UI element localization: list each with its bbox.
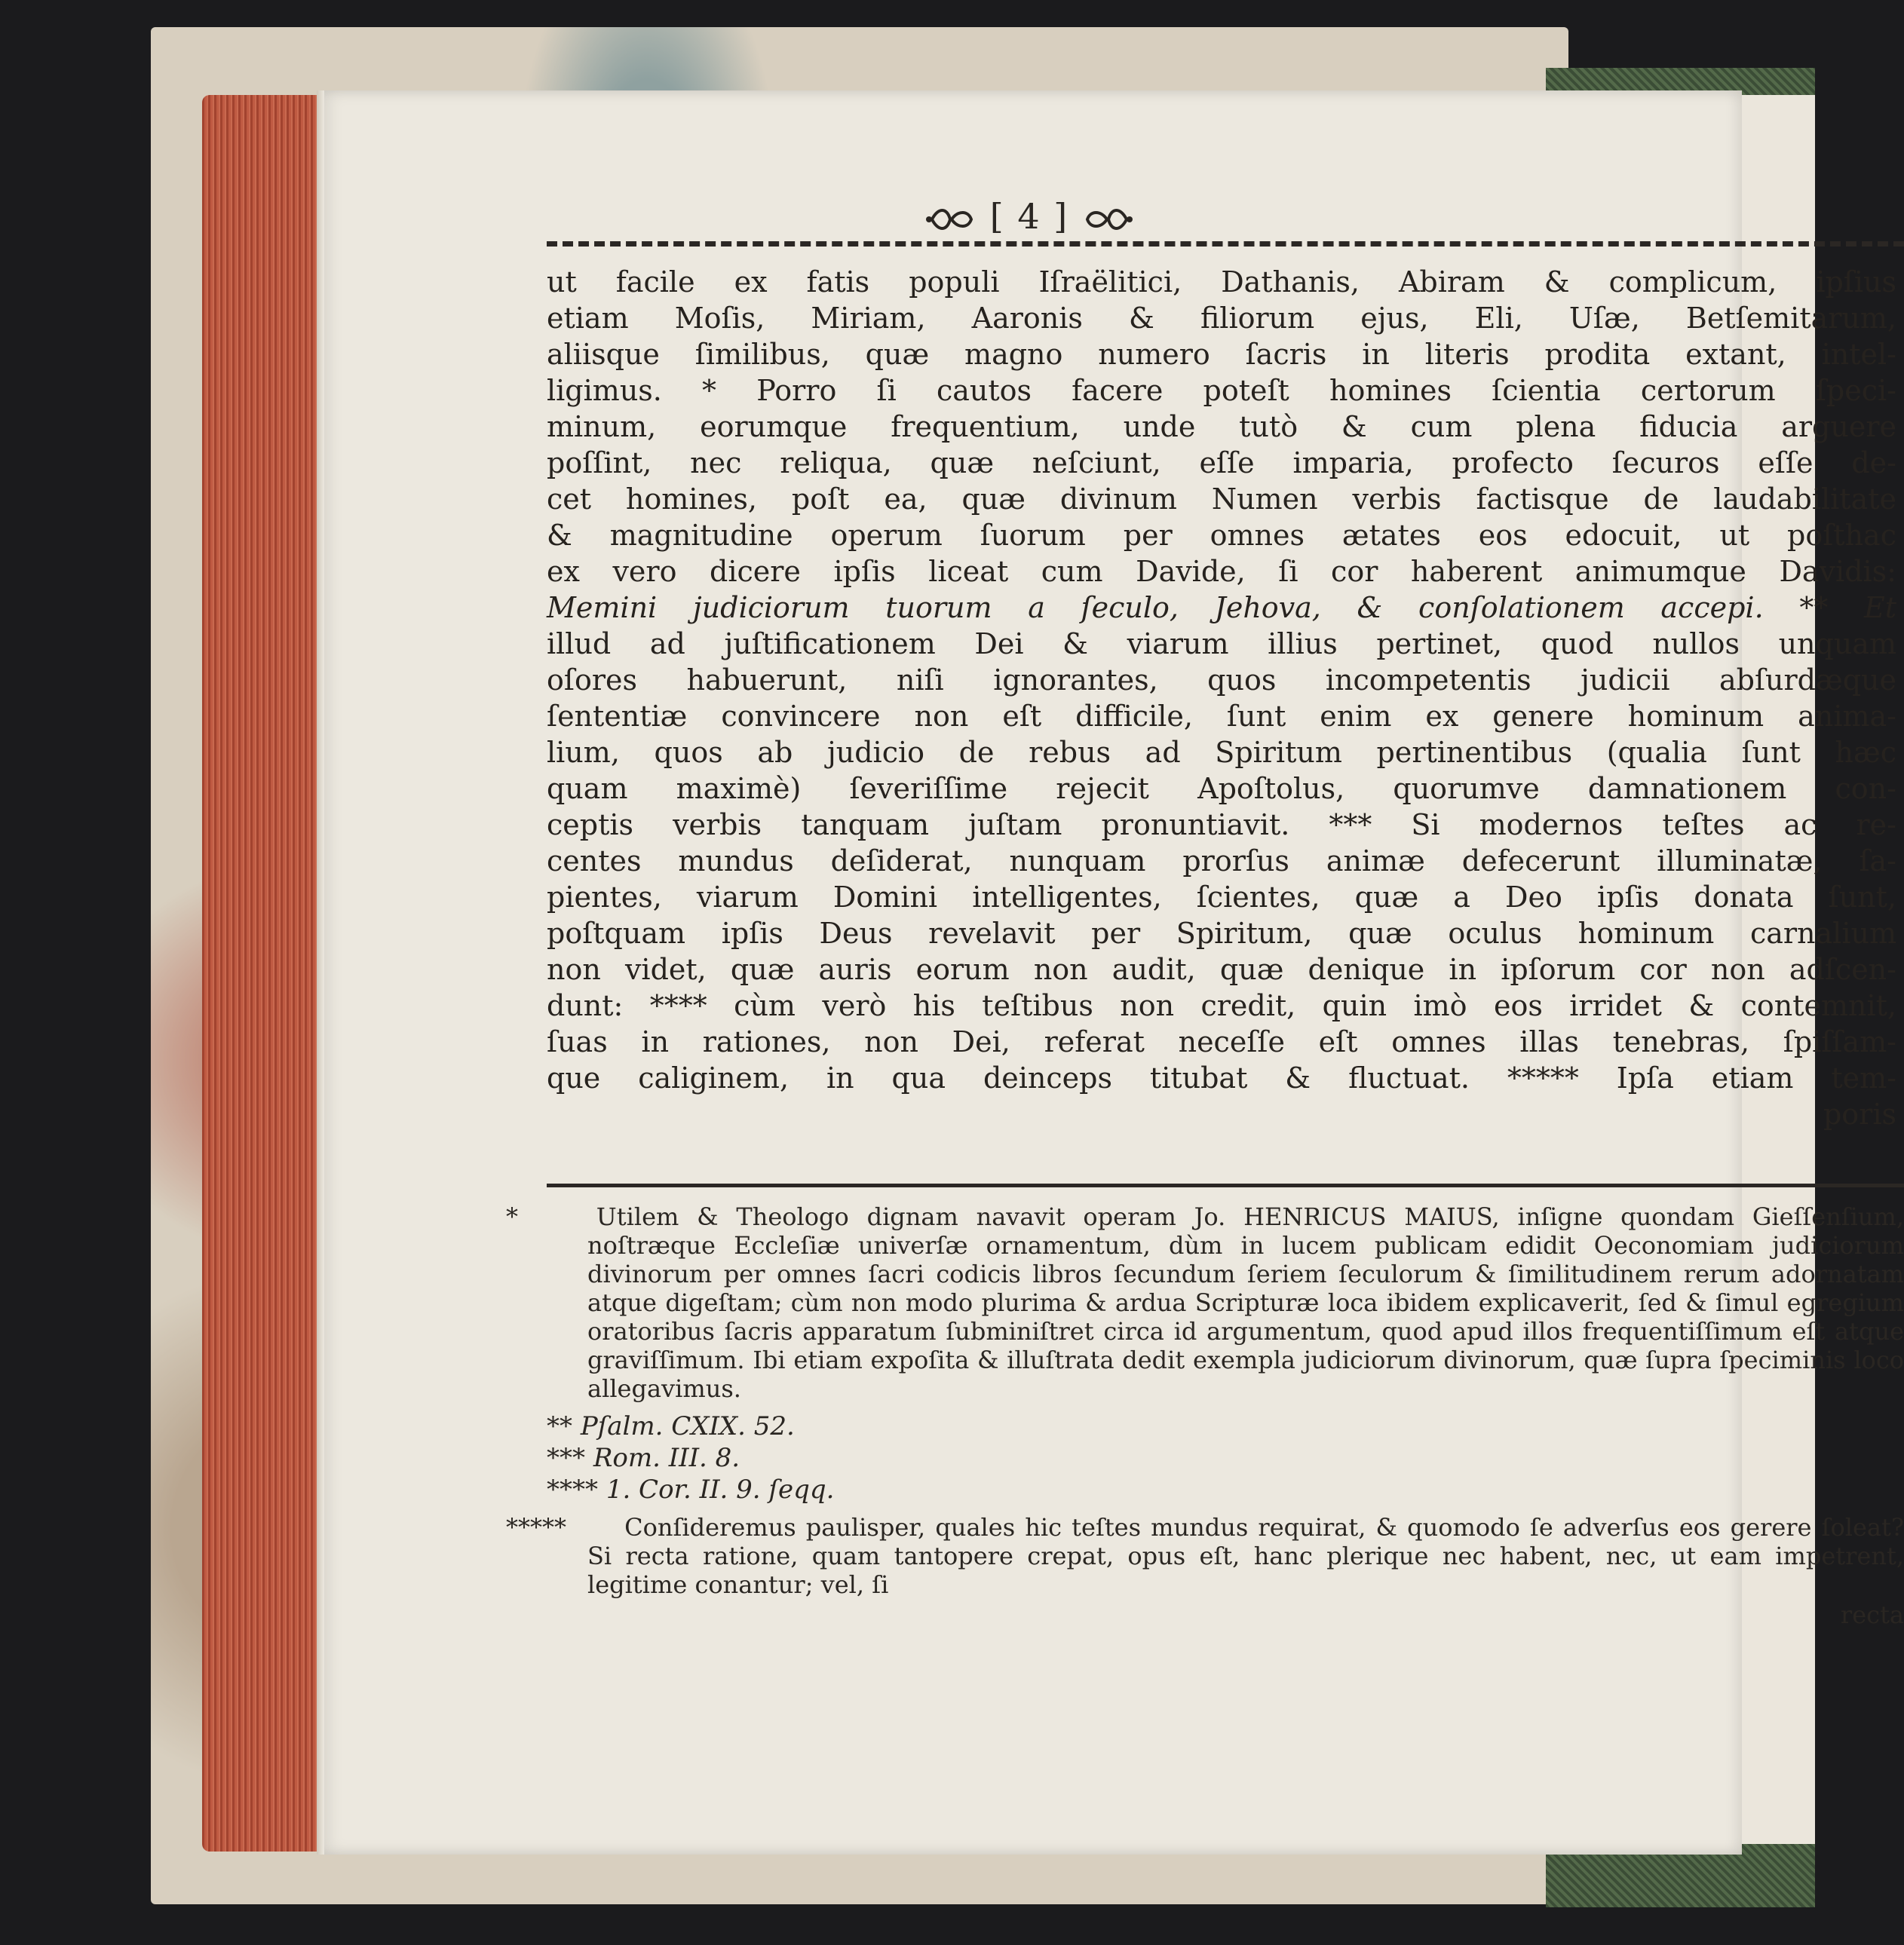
page-number: [ 4 ] bbox=[989, 196, 1069, 237]
gutter-shadow bbox=[317, 90, 324, 1855]
text-line: cet homines, poſt ea, quæ divinum Numen verbis factisque de laudabilitate bbox=[547, 482, 1896, 516]
text-line: poſtquam ipſis Deus revelavit per Spiritum, quæ oculus hominum carnalium bbox=[547, 917, 1896, 950]
main-text bbox=[547, 264, 1896, 1132]
text-line: ex vero dicere ipſis liceat cum Davide, ſi cor haberent animumque Davidis: bbox=[547, 555, 1896, 588]
text-line: minum, eorumque frequentium, unde tutò & cum plena fiducia arguere bbox=[547, 410, 1896, 443]
footnote-text: 1. Cor. II. 9. ſeqq. bbox=[606, 1475, 835, 1505]
text-line: quam maximè) ſeveriſſime rejecit Apoſtolus, quorumve damnationem con- bbox=[547, 772, 1896, 805]
footnote-mark: *** bbox=[547, 1443, 585, 1473]
text-line: que caliginem, in qua deinceps titubat & fluctuat. ***** Ipſa etiam tem- bbox=[547, 1061, 1896, 1095]
footnote-catchword: recta bbox=[1840, 1600, 1904, 1629]
footnote-rule bbox=[547, 1184, 1904, 1187]
text-line: dunt: **** cùm verò his teſtibus non credit, quin imò eos irridet & contemnit, bbox=[547, 989, 1896, 1022]
text-line: poſſint, nec reliqua, quæ neſciunt, eſſe imparia, profecto ſecuros eſſe de- bbox=[547, 446, 1896, 479]
footnote-text: Pſalm. CXIX. 52. bbox=[580, 1411, 795, 1441]
footnote-text: Rom. III. 8. bbox=[593, 1443, 740, 1473]
footnote-mark: **** bbox=[547, 1475, 598, 1505]
catchword: poris bbox=[1823, 1098, 1896, 1131]
left-ornament-icon bbox=[924, 203, 977, 236]
right-ornament-icon bbox=[1081, 203, 1134, 236]
text-line: oſores habuerunt, niſi ignorantes, quos incompetentis judicii abſurdæque bbox=[547, 663, 1896, 697]
footnotes bbox=[506, 1202, 1904, 1629]
footnote-4 bbox=[547, 1474, 1904, 1505]
text-line: ligimus. * Porro ſi cautos facere poteſt homines ſcientia certorum ſpeci- bbox=[547, 374, 1896, 407]
footnote-mark: ***** bbox=[506, 1513, 566, 1542]
page-header bbox=[317, 196, 1742, 237]
text-line: lium, quos ab judicio de rebus ad Spiritum pertinentibus (qualia ſunt hæc bbox=[547, 736, 1896, 769]
footnote-mark: * bbox=[506, 1202, 518, 1231]
text-line: aliisque ſimilibus, quæ magno numero ſacris in literis prodita extant, intel- bbox=[547, 338, 1896, 371]
text-line: ſententiæ convincere non eſt difficile, ſunt enim ex genere hominum anima- bbox=[547, 700, 1896, 733]
text-line: non videt, quæ auris eorum non audit, quæ denique in ipſorum cor non adſcen- bbox=[547, 953, 1896, 986]
footnote-2 bbox=[547, 1411, 1904, 1442]
text-line: etiam Moſis, Miriam, Aaronis & filiorum ejus, Eli, Uſæ, Betſemitarum, bbox=[547, 302, 1896, 335]
text-line: Memini judiciorum tuorum a ſeculo, Jehova, & conſolationem accepi. ** Et bbox=[547, 591, 1896, 624]
footnote-text: Utilem & Theologo dignam navavit operam Jo. HENRICUS MAIUS, inſigne quondam Gieſſenſium, noſtræque Eccleſiæ univerſæ ornamentum, dùm in lucem publicam edidit Oeconomiam judiciorum divinorum per omnes ſacri codicis libros ſecundum ſeriem ſeculorum & ſimilitudinem rerum adornatam atque digeſtam; cùm non modo plurima & ardua Scripturæ loca ibidem explicaverit, ſed & ſimul egregium oratoribus ſacris apparatum ſubminiſtret circa id argumentum, quod apud illos frequentiſſimum eſt atque graviſſimum. Ibi etiam expoſita & illuſtrata dedit exempla judiciorum divinorum, quæ ſupra ſpeciminis loco allegavimus. bbox=[587, 1202, 1904, 1403]
footnote-text: Conſideremus paulisper, quales hic teſtes mundus requirat, & quomodo ſe adverſus eos gerere ſoleat? Si recta ratione, quam tantopere crepat, opus eſt, hanc plerique nec habent, nec, ut eam impetrent, legitime conantur; vel, ſi bbox=[587, 1513, 1904, 1599]
text-line: & magnitudine operum ſuorum per omnes ætates eos edocuit, ut poſthac bbox=[547, 519, 1896, 552]
header-rule bbox=[547, 241, 1904, 247]
text-line: illud ad juſtificationem Dei & viarum illius pertinet, quod nullos unquam bbox=[547, 627, 1896, 660]
text-line: ſuas in rationes, non Dei, referat neceſſe eſt omnes illas tenebras, ſpiſſam- bbox=[547, 1025, 1896, 1058]
footnote-5 bbox=[506, 1513, 1904, 1599]
page-edges bbox=[202, 95, 323, 1852]
footnote-1 bbox=[506, 1202, 1904, 1403]
book-page bbox=[317, 90, 1904, 1855]
footnote-3 bbox=[547, 1442, 1904, 1474]
footnote-mark: ** bbox=[547, 1411, 572, 1441]
text-line: pientes, viarum Domini intelligentes, ſcientes, quæ a Deo ipſis donata ſunt, bbox=[547, 881, 1896, 914]
text-line: ut facile ex fatis populi Iſraëlitici, Dathanis, Abiram & complicum, ipſius bbox=[547, 265, 1896, 299]
text-line: centes mundus deſiderat, nunquam prorſus animæ defecerunt illuminatæ, ſa- bbox=[547, 844, 1896, 878]
text-line: ceptis verbis tanquam juſtam pronuntiavit. *** Si modernos teſtes ac re- bbox=[547, 808, 1896, 841]
